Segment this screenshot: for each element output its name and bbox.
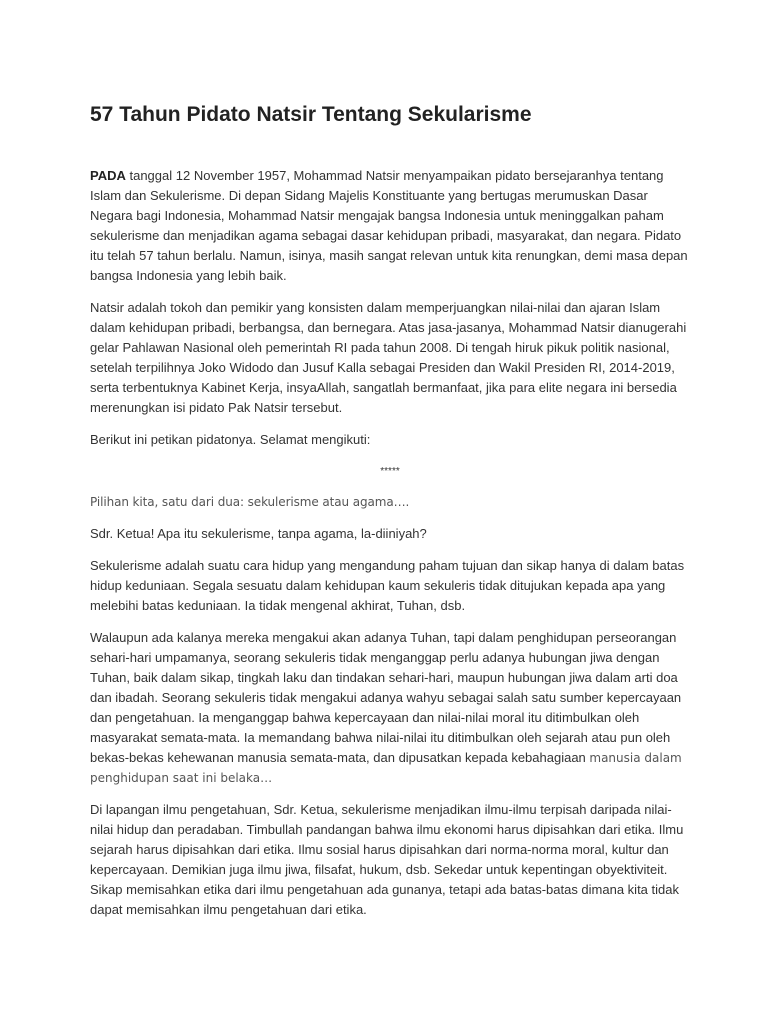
- paragraph-natsir-profile: Natsir adalah tokoh dan pemikir yang konsisten dalam memperjuangkan nilai-nilai dan ajaran Islam dalam kehidupan pribadi, berbangsa, dan bernegara. Atas jasa-jasanya, Mohammad Natsir dianugerahi gelar Pahlawan Nasional oleh pemerintah RI pada tahun 2008. Di tengah hiruk pikuk politik nasional, setelah terpilihnya Joko Widodo dan Jusuf Kalla sebagai Presiden dan Wakil Presiden RI, 2014-2019, serta terbentuknya Kabinet Kerja, insyaAllah, sangatlah bermanfaat, jika para elite negara ini bersedia merenungkan isi pidato Pak Natsir tersebut.: [90, 300, 687, 415]
- article-title: 57 Tahun Pidato Natsir Tentang Sekularisme: [90, 103, 532, 126]
- paragraph-speech-intro: Berikut ini petikan pidatonya. Selamat mengikuti:: [90, 432, 371, 447]
- paragraph-secularist-view-tail: manusia dalam penghidupan saat ini belaka…: [90, 751, 682, 785]
- paragraph-question: Sdr. Ketua! Apa itu sekulerisme, tanpa agama, la-diiniyah?: [90, 526, 427, 541]
- paragraph-definition: Sekulerisme adalah suatu cara hidup yang mengandung paham tujuan dan sikap hanya di dalam batas hidup keduniaan. Segala sesuatu dalam kehidupan kaum sekuleris tidak ditujukan kepada apa yang melebihi batas keduniaan. Ia tidak mengenal akhirat, Tuhan, dsb.: [90, 558, 685, 613]
- paragraph-science: Di lapangan ilmu pengetahuan, Sdr. Ketua, sekulerisme menjadikan ilmu-ilmu terpisah daripada nilai-nilai hidup dan peradaban. Timbullah pandangan bahwa ilmu ekonomi harus dipisahkan dari etika. Ilmu sejarah harus dipisahkan dari etika. Ilmu sosial harus dipisahkan dari norma-norma moral, kultur dan kepercayaan. Demikian juga ilmu jiwa, filsafat, hukum, dsb. Sekedar untuk kepentingan obyektiviteit. Sikap memisahkan etika dari ilmu pengetahuan ada gunanya, tetapi ada batas-batas dimana kita tidak dapat memisahkan ilmu pengetahuan dari etika.: [90, 802, 684, 917]
- paragraph-intro-text: tanggal 12 November 1957, Mohammad Natsir menyampaikan pidato bersejaranhya tentang Islam dan Sekulerisme. Di depan Sidang Majelis Konstituante yang bertugas merumuskan Dasar Negara bagi Indonesia, Mohammad Natsir mengajak bangsa Indonesia untuk meninggalkan paham sekulerisme dan menjadikan agama sebagai dasar kehidupan pribadi, masyarakat, dan negara. Pidato itu telah 57 tahun berlalu. Namun, isinya, masih sangat relevan untuk kita renungkan, demi masa depan bangsa Indonesia yang lebih baik.: [90, 168, 688, 283]
- lead-word: PADA: [90, 168, 126, 183]
- paragraph-intro: [90, 166, 690, 286]
- article-body: [90, 166, 690, 932]
- section-separator: *****: [380, 466, 400, 477]
- paragraph-secularist-view: [90, 628, 690, 788]
- speech-subheading: Pilihan kita, satu dari dua: sekulerisme atau agama….: [90, 495, 410, 509]
- paragraph-secularist-view-text: Walaupun ada kalanya mereka mengakui akan adanya Tuhan, tapi dalam penghidupan perseorangan sehari-hari umpamanya, seorang sekuleris tidak menganggap perlu adanya hubungan jiwa dengan Tuhan, baik dalam sikap, tingkah laku dan tindakan sehari-hari, maupun hubungan jiwa dalam arti doa dan ibadah. Seorang sekuleris tidak mengakui adanya wahyu sebagai salah satu sumber kepercayaan dan pengetahuan. Ia menganggap bahwa kepercayaan dan nilai-nilai moral itu ditimbulkan oleh masyarakat semata-mata. Ia memandang bahwa nilai-nilai itu ditimbulkan oleh sejarah atau pun oleh bekas-bekas kehewanan manusia semata-mata, dan dipusatkan kepada kebahagiaan: [90, 630, 682, 765]
